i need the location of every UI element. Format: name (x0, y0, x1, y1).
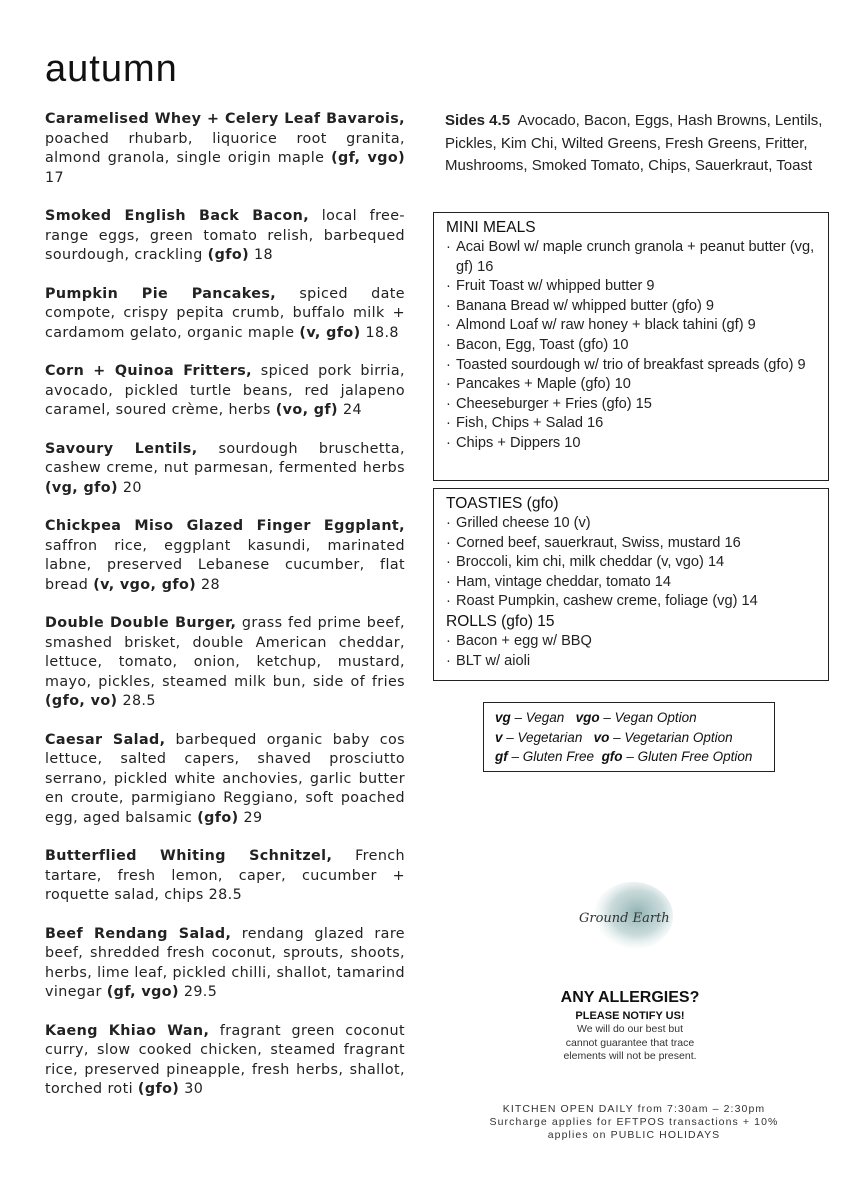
sides-text (433, 110, 829, 178)
list-item: · Toasted sourdough w/ trio of breakfast spreads (gfo) 9 (446, 356, 818, 376)
list-item: · Banana Bread w/ whipped butter (gfo) 9 (446, 297, 818, 317)
allergy-text-line: elements will not be present. (563, 1050, 697, 1062)
allergy-text-line: We will do our best but (576, 1023, 684, 1035)
logo-text: Ground Earth (579, 911, 670, 926)
menu-item: Caesar Salad, barbequed organic baby cos lettuce, salted capers, shaved prosciutto serrano, pickled white anchovies, garlic butter en croute, parmigiano Reggiano, soft poached egg, aged balsamic (gfo) 29 (45, 731, 405, 826)
legend-row: vg – Vegan vgo – Vegan Option (495, 710, 697, 725)
list-item: · Ham, vintage cheddar, tomato 14 (446, 573, 818, 593)
rolls-list (446, 632, 818, 671)
menu-item: Double Double Burger, grass fed prime beef, smashed brisket, double American cheddar, lettuce, tomato, onion, ketchup, mustard, mayo, pickles, steamed milk bun, side of fries (gfo, vo) 28.5 (45, 615, 405, 709)
mini-meals-box (433, 212, 829, 481)
menu-item: Smoked English Back Bacon, local free-range eggs, green tomato relish, barbequed sourdough, crackling (gfo) 18 (45, 208, 405, 263)
menu-item: Corn + Quinoa Fritters, spiced pork birria, avocado, pickled turtle beans, red jalapeno caramel, soured crème, herbs (vo, gf) 24 (45, 363, 405, 418)
ground-earth-logo (575, 878, 685, 958)
menu-item: Butterflied Whiting Schnitzel, French tartare, fresh lemon, caper, cucumber + roquette salad, chips 28.5 (45, 848, 406, 903)
menu-item: Chickpea Miso Glazed Finger Eggplant, saffron rice, eggplant kasundi, marinated labne, preserved Lebanese cucumber, flat bread (v, vgo, gfo) 28 (45, 518, 405, 593)
menu-item: Savoury Lentils, sourdough bruschetta, cashew creme, nut parmesan, fermented herbs (vg, gfo) 20 (45, 440, 405, 496)
footer-line: applies on PUBLIC HOLIDAYS (547, 1129, 721, 1141)
list-item: · Acai Bowl w/ maple crunch granola + peanut butter (vg, gf) 16 (446, 238, 818, 277)
mini-meals-list (446, 238, 818, 454)
toasties-heading: TOASTIES (gfo) (446, 495, 559, 512)
list-item: · Bacon, Egg, Toast (gfo) 10 (446, 336, 818, 356)
list-item: · Bacon + egg w/ BBQ (446, 632, 818, 652)
dietary-legend (483, 702, 775, 772)
list-item: · Pancakes + Maple (gfo) 10 (446, 375, 818, 395)
toasties-rolls-box (433, 488, 829, 681)
list-item: · Grilled cheese 10 (v) (446, 514, 818, 534)
legend-row: gf – Gluten Free gfo – Gluten Free Option (495, 749, 753, 764)
footer-line: Surcharge applies for EFTPOS transactions + 10% (489, 1116, 779, 1128)
sides-label: Sides 4.5 (445, 112, 511, 129)
rolls-heading: ROLLS (gfo) 15 (446, 612, 555, 630)
menu-item: Beef Rendang Salad, rendang glazed rare beef, shredded fresh coconut, sprouts, shoots, herbs, lime leaf, pickled chilli, shallot, tamarind vinegar (gf, vgo) 29.5 (45, 925, 405, 1000)
mini-meals-heading: MINI MEALS (446, 219, 536, 236)
menu-item: Caramelised Whey + Celery Leaf Bavarois, poached rhubarb, liquorice root granita, almond granola, single origin maple (gf, vgo) 17 (45, 111, 406, 186)
footer-line: KITCHEN OPEN DAILY from 7:30am – 2:30pm (502, 1103, 766, 1115)
list-item: · Chips + Dippers 10 (446, 434, 818, 454)
list-item: · Roast Pumpkin, cashew creme, foliage (vg) 14 (446, 592, 818, 612)
legend-row: v – Vegetarian vo – Vegetarian Option (495, 729, 733, 745)
list-item: · Cheeseburger + Fries (gfo) 15 (446, 395, 818, 415)
allergy-notice (530, 988, 730, 1064)
allergy-text-line: cannot guarantee that trace (565, 1036, 695, 1049)
list-item: · Fish, Chips + Salad 16 (446, 414, 818, 434)
allergy-subheading: PLEASE NOTIFY US! (575, 1010, 685, 1022)
toasties-list (446, 514, 818, 612)
list-item: · Broccoli, kim chi, milk cheddar (v, vgo) 14 (446, 553, 818, 573)
footer-notice (456, 1103, 812, 1142)
allergy-heading: ANY ALLERGIES? (560, 989, 700, 1006)
list-item: · Corned beef, sauerkraut, Swiss, mustard 16 (446, 534, 818, 554)
page-title: autumn (45, 48, 178, 90)
list-item: · BLT w/ aioli (446, 652, 818, 672)
sides-items: Avocado, Bacon, Eggs, Hash Browns, Lentils, Pickles, Kim Chi, Wilted Greens, Fresh Greens, Fritter, Mushrooms, Smoked Tomato, Chips, Sauerkraut, Toast (445, 112, 823, 174)
menu-item: Kaeng Khiao Wan, fragrant green coconut curry, slow cooked chicken, steamed fragrant rice, preserved pineapple, fresh herbs, shallot, torched roti (gfo) 30 (45, 1022, 405, 1097)
main-dishes-column (45, 110, 405, 1119)
sides-section (433, 110, 829, 178)
menu-item: Pumpkin Pie Pancakes, spiced date compote, crispy pepita crumb, buffalo milk + cardamom gelato, organic maple (v, gfo) 18.8 (45, 285, 405, 341)
list-item: · Fruit Toast w/ whipped butter 9 (446, 277, 818, 297)
list-item: · Almond Loaf w/ raw honey + black tahini (gf) 9 (446, 316, 818, 336)
